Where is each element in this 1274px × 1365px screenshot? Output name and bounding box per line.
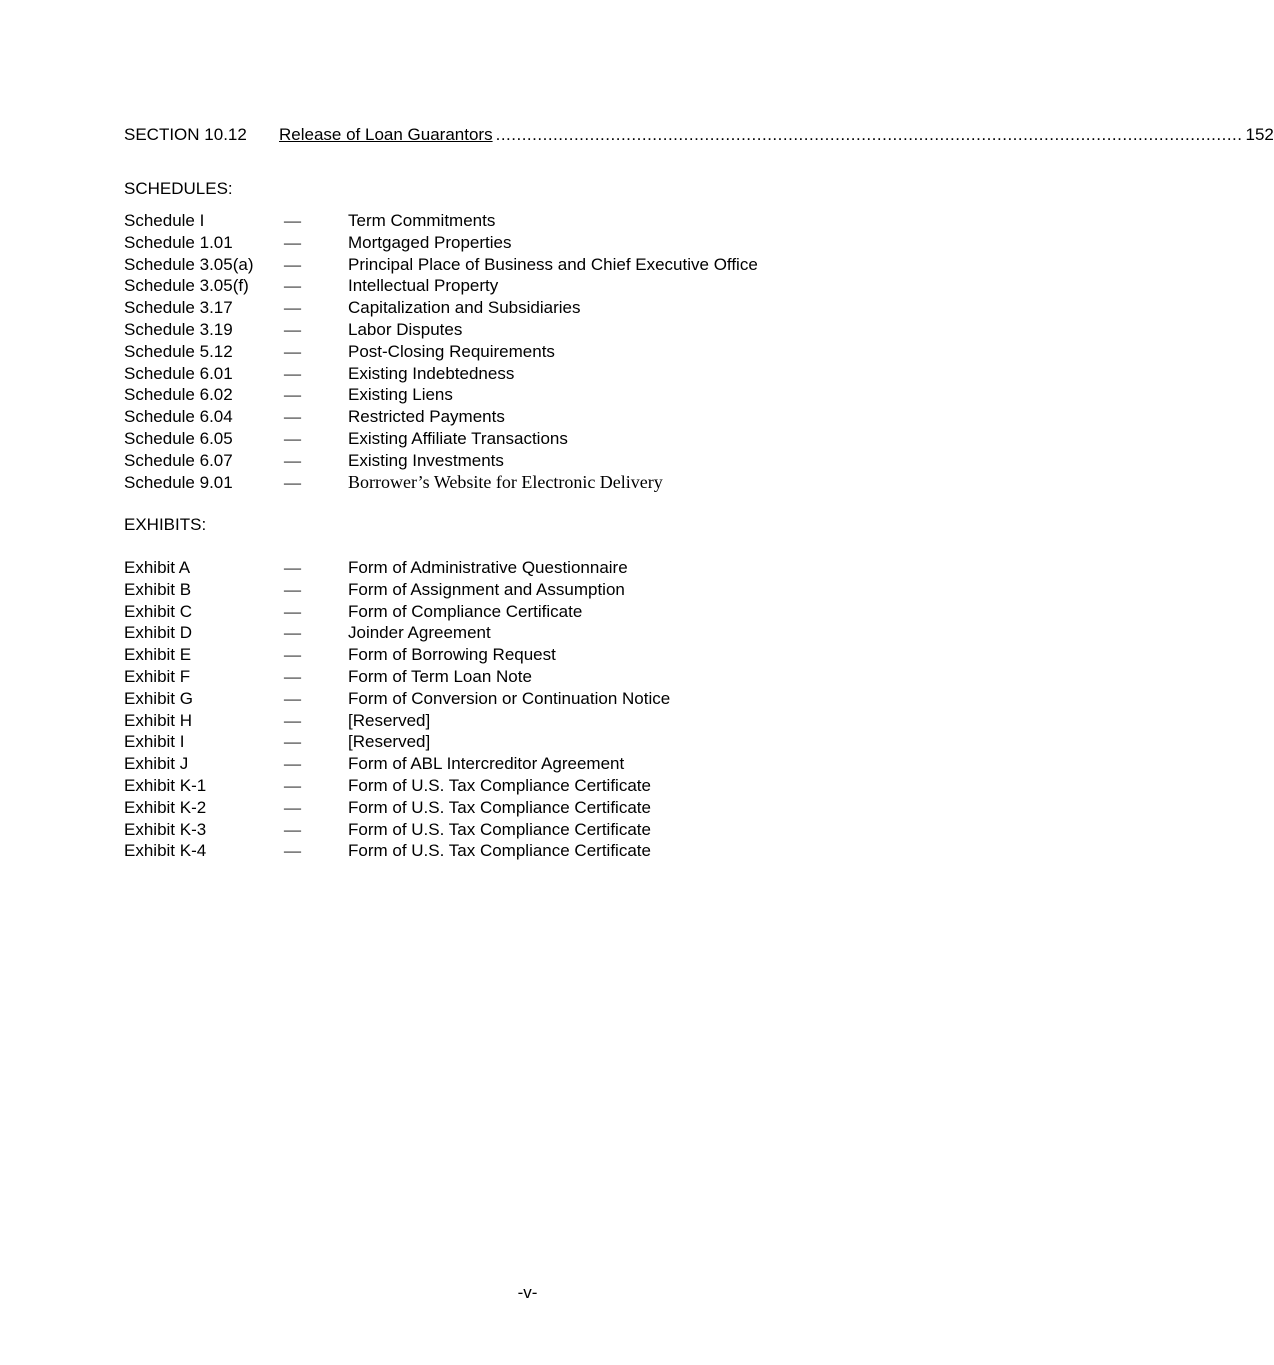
schedule-label: Schedule 6.02 bbox=[124, 385, 233, 405]
exhibit-dash: — bbox=[284, 623, 301, 643]
schedule-dash: — bbox=[284, 341, 301, 361]
schedule-description: Existing Liens bbox=[348, 385, 453, 405]
exhibit-row bbox=[124, 601, 924, 623]
toc-section-number: SECTION 10.12 bbox=[124, 125, 247, 144]
schedule-description: Existing Affiliate Transactions bbox=[348, 428, 568, 448]
schedule-label: Schedule 6.01 bbox=[124, 363, 233, 383]
exhibit-row bbox=[124, 666, 924, 688]
schedule-description: Mortgaged Properties bbox=[348, 232, 512, 252]
schedule-label: Schedule 3.05(f) bbox=[124, 276, 249, 296]
schedule-dash: — bbox=[284, 385, 301, 405]
schedules-list bbox=[124, 210, 924, 493]
exhibit-label: Exhibit K-4 bbox=[124, 841, 207, 861]
schedule-dash: — bbox=[284, 363, 301, 383]
toc-entry[interactable] bbox=[124, 124, 1274, 146]
exhibit-description: Form of U.S. Tax Compliance Certificate bbox=[348, 797, 651, 817]
exhibit-dash: — bbox=[284, 601, 301, 621]
exhibit-description: Form of U.S. Tax Compliance Certificate bbox=[348, 841, 651, 861]
exhibit-row bbox=[124, 557, 924, 579]
exhibit-description: Form of U.S. Tax Compliance Certificate bbox=[348, 775, 651, 795]
schedule-description: Term Commitments bbox=[348, 211, 496, 230]
exhibit-row bbox=[124, 753, 924, 775]
schedule-label: Schedule 6.05 bbox=[124, 428, 233, 448]
schedule-description: Restricted Payments bbox=[348, 407, 505, 427]
exhibit-dash: — bbox=[284, 754, 301, 774]
exhibit-description: Form of ABL Intercreditor Agreement bbox=[348, 754, 625, 774]
exhibit-label: Exhibit F bbox=[124, 666, 191, 686]
schedule-dash: — bbox=[284, 232, 301, 252]
schedule-row bbox=[124, 384, 924, 406]
toc-page-number: 152 bbox=[1245, 125, 1274, 144]
exhibit-dash: — bbox=[284, 666, 301, 686]
exhibit-label: Exhibit I bbox=[124, 732, 185, 752]
exhibits-list bbox=[124, 557, 924, 862]
exhibit-dash: — bbox=[284, 579, 301, 599]
exhibit-description: Joinder Agreement bbox=[348, 623, 491, 643]
exhibit-dash: — bbox=[284, 732, 301, 752]
exhibit-dash: — bbox=[284, 841, 301, 861]
schedule-dash: — bbox=[284, 407, 301, 427]
schedule-dash: — bbox=[284, 276, 301, 296]
schedule-row bbox=[124, 210, 924, 232]
exhibit-dash: — bbox=[284, 797, 301, 817]
schedules-heading: SCHEDULES: bbox=[124, 179, 233, 198]
exhibit-dash: — bbox=[284, 558, 301, 577]
schedule-label: Schedule 3.17 bbox=[124, 298, 233, 318]
exhibit-description: Form of Compliance Certificate bbox=[348, 601, 583, 621]
schedule-description: Existing Indebtedness bbox=[348, 363, 515, 383]
exhibit-description: Form of Conversion or Continuation Notice bbox=[348, 688, 671, 708]
schedule-label: Schedule 6.04 bbox=[124, 407, 233, 427]
schedule-description: Intellectual Property bbox=[348, 276, 499, 296]
exhibit-label: Exhibit G bbox=[124, 688, 193, 708]
schedule-description: Existing Investments bbox=[348, 450, 504, 470]
exhibit-row bbox=[124, 797, 924, 819]
exhibit-label: Exhibit J bbox=[124, 754, 189, 774]
schedule-description: Borrower’s Website for Electronic Delivery bbox=[348, 471, 663, 492]
exhibit-label: Exhibit C bbox=[124, 601, 193, 621]
exhibit-description: [Reserved] bbox=[348, 732, 431, 752]
exhibit-label: Exhibit K-1 bbox=[124, 775, 207, 795]
exhibit-label: Exhibit D bbox=[124, 623, 193, 643]
exhibit-label: Exhibit H bbox=[124, 710, 193, 730]
exhibit-label: Exhibit K-3 bbox=[124, 819, 207, 839]
exhibits-heading: EXHIBITS: bbox=[124, 515, 207, 534]
schedule-row bbox=[124, 428, 924, 450]
schedule-row bbox=[124, 297, 924, 319]
exhibit-row bbox=[124, 819, 924, 841]
schedule-dash: — bbox=[284, 211, 301, 230]
exhibit-description: Form of U.S. Tax Compliance Certificate bbox=[348, 819, 651, 839]
schedule-row bbox=[124, 254, 924, 276]
schedule-label: Schedule 3.19 bbox=[124, 319, 233, 339]
exhibit-label: Exhibit B bbox=[124, 579, 192, 599]
exhibit-dash: — bbox=[284, 710, 301, 730]
exhibit-description: Form of Assignment and Assumption bbox=[348, 579, 625, 599]
schedule-row bbox=[124, 472, 924, 494]
schedule-row bbox=[124, 363, 924, 385]
toc-section-title[interactable]: Release of Loan Guarantors bbox=[279, 125, 493, 144]
schedule-row bbox=[124, 319, 924, 341]
schedule-description: Labor Disputes bbox=[348, 319, 463, 339]
schedule-label: Schedule I bbox=[124, 211, 205, 230]
schedule-dash: — bbox=[284, 254, 301, 274]
schedule-label: Schedule 3.05(a) bbox=[124, 254, 254, 274]
schedule-row bbox=[124, 450, 924, 472]
exhibit-description: Form of Borrowing Request bbox=[348, 645, 556, 665]
exhibit-description: Form of Administrative Questionnaire bbox=[348, 558, 628, 577]
exhibit-dash: — bbox=[284, 819, 301, 839]
schedule-label: Schedule 5.12 bbox=[124, 341, 233, 361]
exhibit-description: Form of Term Loan Note bbox=[348, 666, 532, 686]
toc-dot-leader: ............................................................................................................................................... bbox=[495, 125, 1243, 144]
schedule-row bbox=[124, 341, 924, 363]
exhibit-dash: — bbox=[284, 645, 301, 665]
schedule-description: Capitalization and Subsidiaries bbox=[348, 298, 581, 318]
exhibit-row bbox=[124, 731, 924, 753]
exhibit-row bbox=[124, 688, 924, 710]
schedule-dash: — bbox=[284, 319, 301, 339]
schedule-row bbox=[124, 232, 924, 254]
exhibit-row bbox=[124, 644, 924, 666]
schedule-description: Post-Closing Requirements bbox=[348, 341, 555, 361]
schedule-dash: — bbox=[284, 428, 301, 448]
page-number-footer: -v- bbox=[517, 1283, 538, 1302]
schedule-dash: — bbox=[284, 298, 301, 318]
schedule-description: Principal Place of Business and Chief Executive Office bbox=[348, 254, 758, 274]
exhibit-row bbox=[124, 840, 924, 862]
exhibit-dash: — bbox=[284, 775, 301, 795]
exhibit-dash: — bbox=[284, 688, 301, 708]
exhibit-description: [Reserved] bbox=[348, 710, 431, 730]
schedule-label: Schedule 9.01 bbox=[124, 472, 233, 492]
schedule-dash: — bbox=[284, 472, 301, 492]
schedule-label: Schedule 1.01 bbox=[124, 232, 233, 252]
schedule-row bbox=[124, 406, 924, 428]
exhibit-row bbox=[124, 710, 924, 732]
exhibit-row bbox=[124, 622, 924, 644]
exhibit-row bbox=[124, 579, 924, 601]
schedule-label: Schedule 6.07 bbox=[124, 450, 233, 470]
exhibit-label: Exhibit E bbox=[124, 645, 192, 665]
schedule-row bbox=[124, 275, 924, 297]
exhibit-label: Exhibit K-2 bbox=[124, 797, 207, 817]
exhibit-row bbox=[124, 775, 924, 797]
schedule-dash: — bbox=[284, 450, 301, 470]
exhibit-label: Exhibit A bbox=[124, 558, 191, 577]
